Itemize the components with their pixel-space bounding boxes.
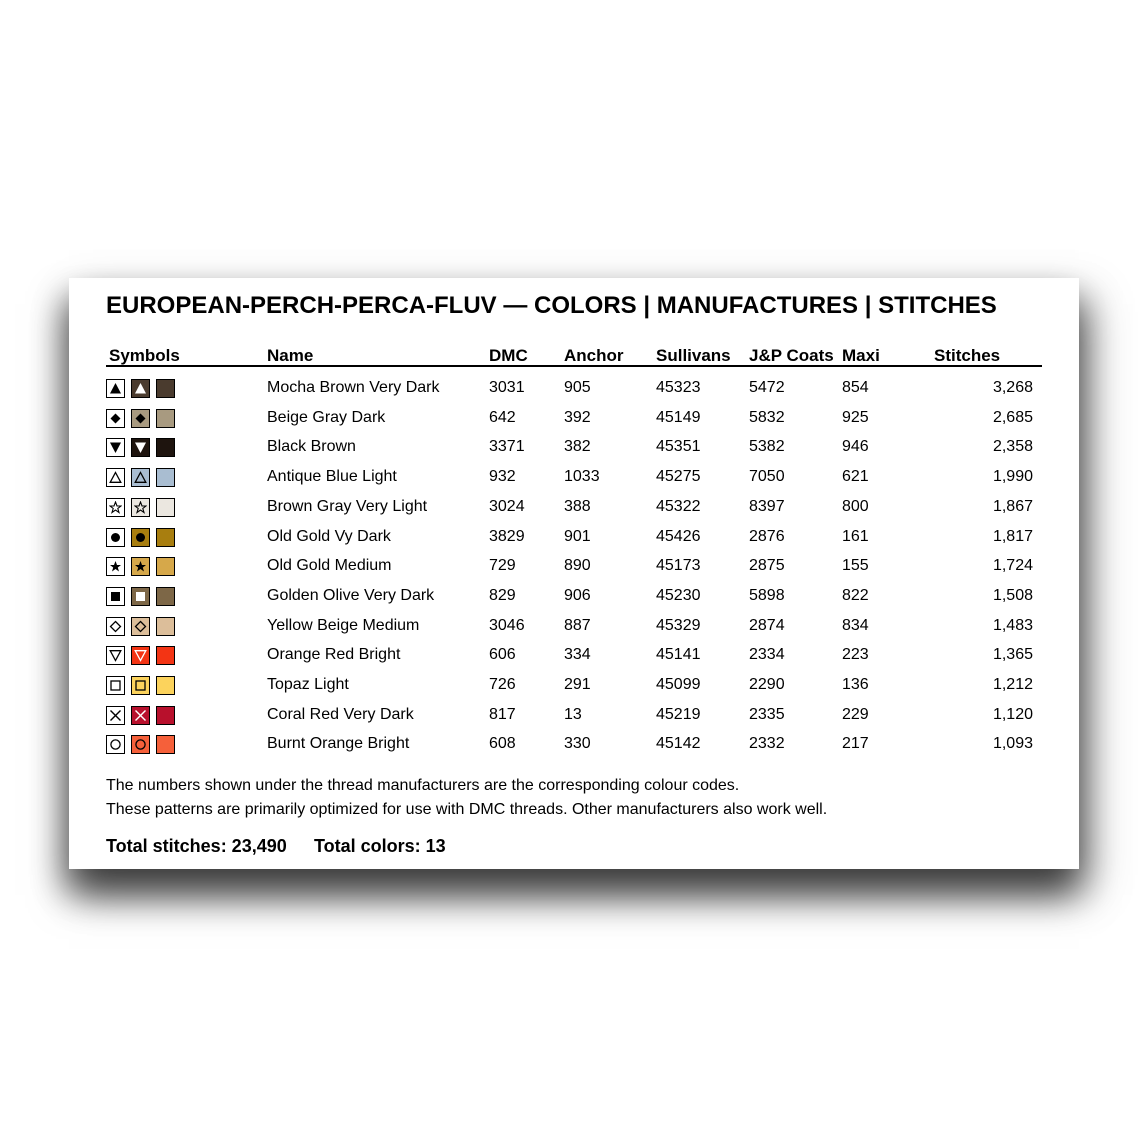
maxi-code: 155 — [842, 557, 869, 575]
cross-icon — [106, 706, 125, 725]
color-name: Brown Gray Very Light — [267, 497, 428, 515]
anchor-code: 887 — [564, 616, 591, 634]
dmc-code: 606 — [489, 646, 516, 664]
triangle-down-outline-icon — [106, 646, 125, 665]
table-row — [69, 408, 1079, 438]
color-name: Old Gold Vy Dark — [267, 527, 391, 545]
dmc-code: 817 — [489, 705, 516, 723]
circle-filled-icon — [106, 528, 125, 547]
maxi-code: 223 — [842, 646, 869, 664]
stitch-count: 1,867 — [992, 497, 1033, 515]
header-stitches: Stitches — [934, 346, 1001, 365]
color-name: Topaz Light — [267, 676, 349, 693]
anchor-code: 905 — [564, 379, 591, 396]
sullivans-code: 45173 — [656, 557, 701, 575]
triangle-down-icon — [106, 438, 125, 457]
color-name: Antique Blue Light — [267, 468, 397, 486]
table-row — [69, 616, 1079, 646]
table-row — [69, 467, 1079, 497]
dmc-code: 3031 — [489, 379, 525, 396]
maxi-code: 800 — [842, 497, 869, 515]
dmc-code: 3046 — [489, 616, 525, 634]
color-swatch — [156, 498, 175, 517]
color-swatch — [156, 706, 175, 725]
stitch-count: 1,212 — [992, 676, 1033, 693]
maxi-code: 822 — [842, 586, 869, 604]
maxi-code: 925 — [842, 408, 869, 426]
anchor-code: 901 — [564, 527, 591, 545]
color-swatch — [156, 617, 175, 636]
color-name: Coral Red Very Dark — [267, 705, 414, 723]
jp-coats-code: 5832 — [749, 408, 785, 426]
dmc-code: 3024 — [489, 497, 525, 515]
dmc-code: 932 — [489, 468, 516, 486]
jp-coats-code: 5898 — [749, 586, 785, 604]
stitch-count: 1,817 — [992, 527, 1033, 545]
sullivans-code: 45329 — [656, 616, 701, 634]
color-name: Burnt Orange Bright — [267, 735, 410, 753]
jp-coats-code: 5472 — [749, 379, 785, 396]
star-filled-icon — [106, 557, 125, 576]
stitch-count: 3,268 — [992, 379, 1033, 396]
square-filled-icon — [106, 587, 125, 606]
circle-filled-icon — [131, 528, 150, 547]
header-jp-coats: J&P Coats — [749, 346, 834, 365]
total-stitches: Total stitches: 23,490 — [106, 836, 287, 856]
jp-coats-code: 2875 — [749, 557, 785, 575]
sullivans-code: 45141 — [656, 646, 701, 664]
color-name: Orange Red Bright — [267, 646, 401, 664]
maxi-code: 946 — [842, 438, 869, 456]
dmc-code: 726 — [489, 676, 516, 693]
cross-icon — [131, 706, 150, 725]
header-anchor: Anchor — [564, 346, 624, 365]
color-name: Beige Gray Dark — [267, 408, 386, 426]
stitch-count: 2,685 — [992, 408, 1033, 426]
triangle-up-icon — [106, 379, 125, 398]
triangle-down-outline-icon — [131, 646, 150, 665]
color-swatch — [156, 379, 175, 398]
note-codes: The numbers shown under the thread manufacturers are the corresponding colour codes. — [106, 777, 740, 794]
color-swatch — [156, 409, 175, 428]
table-row — [69, 556, 1079, 586]
square-filled-icon — [131, 587, 150, 606]
color-swatch — [156, 468, 175, 487]
sullivans-code: 45149 — [656, 408, 701, 426]
jp-coats-code: 2876 — [749, 527, 785, 545]
table-row — [69, 586, 1079, 616]
color-swatch — [156, 735, 175, 754]
jp-coats-code: 7050 — [749, 468, 785, 486]
color-swatch — [156, 587, 175, 606]
anchor-code: 330 — [564, 735, 591, 753]
jp-coats-code: 5382 — [749, 438, 785, 456]
sullivans-code: 45323 — [656, 379, 701, 396]
header-divider — [106, 365, 1042, 367]
table-row — [69, 705, 1079, 735]
table-row — [69, 645, 1079, 675]
maxi-code: 161 — [842, 527, 869, 545]
anchor-code: 890 — [564, 557, 591, 575]
star-outline-icon — [106, 498, 125, 517]
jp-coats-code: 2334 — [749, 646, 785, 664]
table-row — [69, 734, 1079, 764]
circle-outline-icon — [131, 735, 150, 754]
jp-coats-code: 2332 — [749, 735, 785, 753]
color-chart-card — [69, 278, 1079, 869]
jp-coats-code: 2874 — [749, 616, 785, 634]
dmc-code: 829 — [489, 586, 516, 604]
stitch-count: 2,358 — [992, 438, 1033, 456]
color-swatch — [156, 646, 175, 665]
sullivans-code: 45351 — [656, 438, 701, 456]
note-dmc: These patterns are primarily optimized for use with DMC threads. Other manufacturers also work well. — [106, 801, 828, 818]
color-name: Old Gold Medium — [267, 557, 392, 575]
sullivans-code: 45230 — [656, 586, 701, 604]
stitch-count: 1,365 — [992, 646, 1033, 664]
page-title: EUROPEAN-PERCH-PERCA-FLUV — COLORS | MANUFACTURES | STITCHES — [106, 292, 997, 319]
maxi-code: 229 — [842, 705, 869, 723]
maxi-code: 217 — [842, 735, 869, 753]
table-row — [69, 527, 1079, 557]
table-row — [69, 497, 1079, 527]
diamond-filled-icon — [131, 409, 150, 428]
sullivans-code: 45099 — [656, 676, 701, 693]
total-colors: Total colors: 13 — [314, 836, 446, 856]
dmc-code: 608 — [489, 735, 516, 753]
color-name: Mocha Brown Very Dark — [267, 379, 440, 396]
color-swatch — [156, 557, 175, 576]
anchor-code: 334 — [564, 646, 591, 664]
jp-coats-code: 2290 — [749, 676, 785, 693]
color-name: Black Brown — [267, 438, 356, 456]
triangle-outline-icon — [131, 468, 150, 487]
dmc-code: 729 — [489, 557, 516, 575]
star-filled-icon — [131, 557, 150, 576]
triangle-outline-icon — [106, 468, 125, 487]
table-row — [69, 675, 1079, 705]
header-symbols: Symbols — [109, 346, 180, 365]
stitch-count: 1,483 — [992, 616, 1033, 634]
color-swatch — [156, 676, 175, 695]
anchor-code: 906 — [564, 586, 591, 604]
star-outline-icon — [131, 498, 150, 517]
triangle-down-icon — [131, 438, 150, 457]
color-swatch — [156, 438, 175, 457]
diamond-filled-icon — [106, 409, 125, 428]
header-dmc: DMC — [489, 346, 528, 365]
maxi-code: 136 — [842, 676, 869, 693]
anchor-code: 392 — [564, 408, 591, 426]
color-name: Yellow Beige Medium — [267, 616, 420, 634]
maxi-code: 621 — [842, 468, 869, 486]
diamond-outline-icon — [131, 617, 150, 636]
square-outline-icon — [131, 676, 150, 695]
stitch-count: 1,120 — [992, 705, 1033, 723]
anchor-code: 382 — [564, 438, 591, 456]
header-name: Name — [267, 346, 314, 365]
anchor-code: 388 — [564, 497, 591, 515]
anchor-code: 1033 — [564, 468, 600, 486]
stitch-count: 1,508 — [992, 586, 1033, 604]
dmc-code: 3371 — [489, 438, 525, 456]
circle-outline-icon — [106, 735, 125, 754]
maxi-code: 834 — [842, 616, 869, 634]
dmc-code: 3829 — [489, 527, 525, 545]
diamond-outline-icon — [106, 617, 125, 636]
table-row — [69, 378, 1079, 408]
square-outline-icon — [106, 676, 125, 695]
color-name: Golden Olive Very Dark — [267, 586, 435, 604]
dmc-code: 642 — [489, 408, 516, 426]
header-sullivans: Sullivans — [656, 346, 731, 365]
maxi-code: 854 — [842, 379, 869, 396]
anchor-code: 13 — [564, 705, 582, 723]
anchor-code: 291 — [564, 676, 591, 693]
stitch-count: 1,990 — [992, 468, 1033, 486]
sullivans-code: 45275 — [656, 468, 701, 486]
sullivans-code: 45142 — [656, 735, 701, 753]
sullivans-code: 45322 — [656, 497, 701, 515]
table-row — [69, 437, 1079, 467]
color-swatch — [156, 528, 175, 547]
sullivans-code: 45426 — [656, 527, 701, 545]
header-maxi: Maxi — [842, 346, 880, 365]
stitch-count: 1,093 — [992, 735, 1033, 753]
sullivans-code: 45219 — [656, 705, 701, 723]
jp-coats-code: 8397 — [749, 497, 785, 515]
triangle-up-icon — [131, 379, 150, 398]
jp-coats-code: 2335 — [749, 705, 785, 723]
stitch-count: 1,724 — [992, 557, 1033, 575]
